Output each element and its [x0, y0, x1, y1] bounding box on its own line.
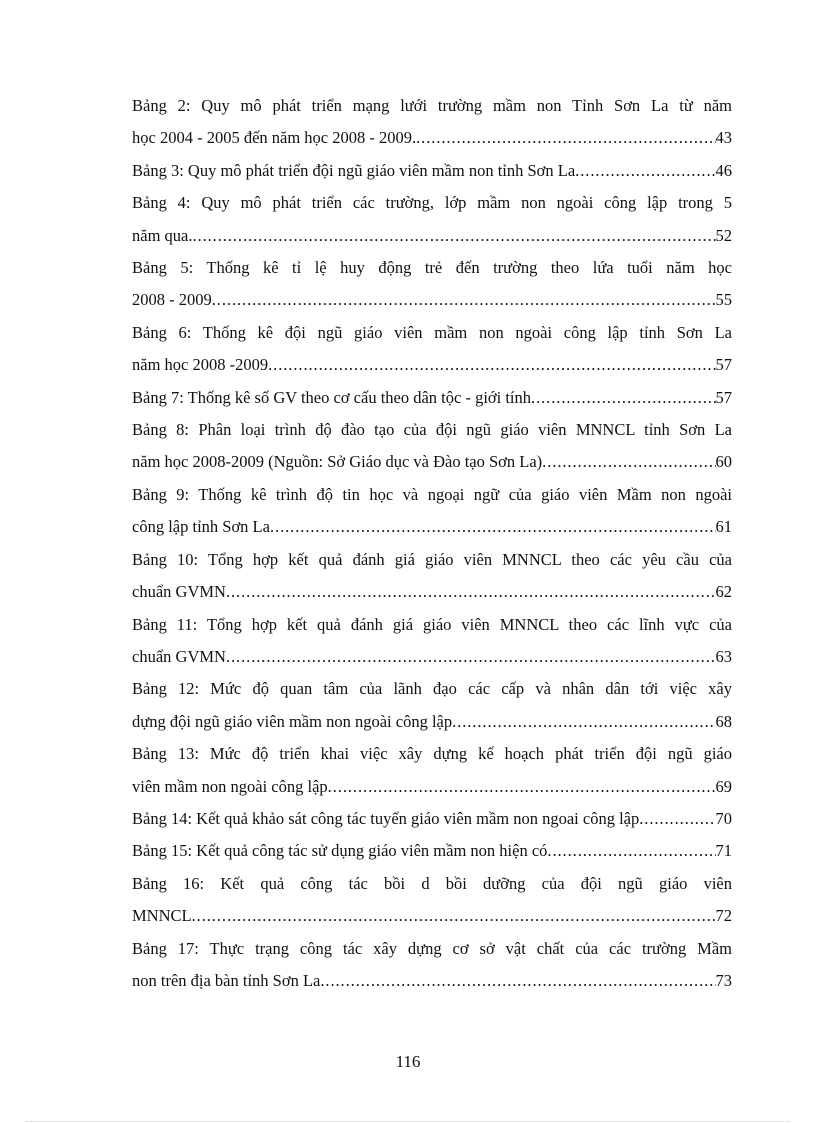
toc-entry[interactable] — [132, 90, 732, 155]
toc-entry[interactable] — [132, 382, 732, 414]
toc-entry-leader-line — [132, 284, 732, 316]
toc-entry-title: Bảng 2: Quy mô phát triển mạng lưới trường mầm non Tỉnh Sơn La từ năm — [132, 96, 732, 115]
toc-entry-leader-line — [132, 349, 732, 381]
toc-entry-title: Bảng 12: Mức độ quan tâm của lãnh đạo các cấp và nhân dân tới việc xây — [132, 679, 732, 699]
toc-entry-title: Bảng 4: Quy mô phát triển các trường, lớp mầm non ngoài công lập trong 5 — [132, 193, 732, 213]
toc-entry-title: học 2004 - 2005 đến năm học 2008 - 2009. — [132, 128, 417, 148]
toc-entry-page-number: 57 — [715, 355, 732, 375]
toc-entry-title-line — [132, 933, 732, 965]
toc-entry-title-line — [132, 544, 732, 576]
dot-leader — [416, 122, 715, 154]
toc-entry-title: năm học 2008-2009 (Nguồn: Sở Giáo dục và Đào tạo Sơn La) — [132, 452, 543, 472]
toc-entry-title: Bảng 15: Kết quả công tác sử dụng giáo viên mầm non hiện có — [132, 841, 548, 861]
dot-leader — [328, 771, 716, 803]
toc-entry[interactable] — [132, 609, 732, 674]
toc-entry-title-line — [132, 738, 732, 770]
toc-entry-title: chuẩn GVMN — [132, 646, 226, 666]
toc-entry-title-line — [132, 187, 732, 219]
toc-entry-leader-line — [132, 576, 732, 608]
toc-entry-leader-line — [132, 446, 732, 478]
dot-leader — [542, 446, 715, 478]
toc-entry-title-line — [132, 609, 732, 641]
toc-entry-page-number: 43 — [715, 128, 732, 148]
toc-entry[interactable] — [132, 673, 732, 738]
dot-leader — [268, 349, 715, 381]
toc-entry-leader-line — [132, 122, 732, 154]
toc-entry-title-line — [132, 673, 732, 705]
toc-entry-title: Bảng 17: Thực trạng công tác xây dựng cơ sở vật chất của các trường Mầm — [132, 938, 732, 958]
toc-entry-page-number: 70 — [715, 808, 732, 828]
toc-entry-title: non trên địa bàn tỉnh Sơn La — [132, 970, 321, 990]
toc-entry-leader-line — [132, 511, 732, 543]
dot-leader — [226, 641, 716, 673]
toc-entry[interactable] — [132, 933, 732, 998]
dot-leader — [212, 284, 716, 316]
toc-entry-page-number: 69 — [715, 776, 732, 796]
toc-entry-leader-line — [132, 900, 732, 932]
dot-leader — [452, 706, 715, 738]
toc-entry-title: Bảng 8: Phân loại trình độ đào tạo của đội ngũ giáo viên MNNCL tỉnh Sơn La — [132, 420, 732, 440]
toc-entry[interactable] — [132, 835, 732, 867]
toc-entry-title: viên mầm non ngoài công lập — [132, 776, 328, 796]
toc-entry[interactable] — [132, 738, 732, 803]
toc-entry-leader-line — [132, 771, 732, 803]
toc-entry-title: Bảng 16: Kết quả công tác bồi d bồi dưỡng của đội ngũ giáo viên — [132, 873, 732, 893]
toc-entry-title-line — [132, 479, 732, 511]
toc-entry-page-number: 62 — [715, 582, 732, 602]
toc-entry[interactable] — [132, 479, 732, 544]
toc-entry[interactable] — [132, 155, 732, 187]
toc-entry[interactable] — [132, 317, 732, 382]
toc-entry-title-line — [132, 868, 732, 900]
toc-entry-title: năm qua. — [132, 225, 193, 245]
toc-entry-title: chuẩn GVMN — [132, 582, 226, 602]
toc-entry-title: Bảng 9: Thống kê trình độ tin học và ngoại ngữ của giáo viên Mầm non ngoài — [132, 484, 732, 504]
table-of-contents — [132, 90, 732, 997]
toc-entry-leader-line — [132, 641, 732, 673]
toc-entry-page-number: 68 — [715, 711, 732, 731]
toc-entry-page-number: 52 — [715, 225, 732, 245]
toc-entry[interactable] — [132, 803, 732, 835]
toc-entry-page-number: 72 — [715, 906, 732, 926]
toc-entry-page-number: 73 — [715, 970, 732, 990]
dot-leader — [547, 835, 715, 867]
toc-entry-title: Bảng 5: Thống kê tỉ lệ huy động trẻ đến trường theo lứa tuổi năm học — [132, 258, 732, 278]
page-footer-rule — [26, 1121, 790, 1122]
toc-entry-title-line — [132, 414, 732, 446]
toc-entry-title: Bảng 11: Tổng hợp kết quả đánh giá giáo viên MNNCL theo các lĩnh vực của — [132, 614, 732, 634]
toc-entry-title: dựng đội ngũ giáo viên mầm non ngoài công lập — [132, 711, 453, 731]
toc-entry-title-line — [132, 317, 732, 349]
toc-entry-leader-line — [132, 835, 732, 867]
toc-entry-leader-line — [132, 382, 732, 414]
toc-entry[interactable] — [132, 868, 732, 933]
dot-leader — [192, 900, 716, 932]
toc-entry-leader-line — [132, 965, 732, 997]
toc-entry-page-number: 55 — [715, 290, 732, 310]
toc-entry-title: Bảng 14: Kết quả khảo sát công tác tuyển giáo viên mầm non ngoai công lập — [132, 808, 640, 828]
toc-entry-page-number: 63 — [715, 646, 732, 666]
toc-entry-page-number: 61 — [715, 517, 732, 537]
dot-leader — [320, 965, 715, 997]
toc-entry-page-number: 57 — [715, 387, 732, 407]
toc-entry[interactable] — [132, 252, 732, 317]
toc-entry-title: Bảng 13: Mức độ triển khai việc xây dựng kế hoạch phát triển đội ngũ giáo — [132, 744, 732, 764]
toc-entry-leader-line — [132, 155, 732, 187]
dot-leader — [192, 220, 715, 252]
toc-entry-title: Bảng 7: Thống kê số GV theo cơ cấu theo dân tộc - giới tính — [132, 387, 532, 407]
toc-entry-leader-line — [132, 803, 732, 835]
toc-entry-page-number: 71 — [715, 841, 732, 861]
toc-entry[interactable] — [132, 414, 732, 479]
toc-entry-page-number: 46 — [715, 160, 732, 180]
toc-entry-page-number: 60 — [715, 452, 732, 472]
dot-leader — [226, 576, 716, 608]
toc-entry-title-line — [132, 252, 732, 284]
toc-entry-leader-line — [132, 706, 732, 738]
toc-entry-title: Bảng 10: Tổng hợp kết quả đánh giá giáo viên MNNCL theo các yêu cầu của — [132, 549, 732, 569]
toc-entry-leader-line — [132, 220, 732, 252]
toc-entry-title-line — [132, 90, 732, 122]
toc-entry-title: công lập tỉnh Sơn La — [132, 517, 270, 537]
dot-leader — [575, 155, 715, 187]
toc-entry-title: MNNCL — [132, 906, 192, 926]
toc-entry[interactable] — [132, 187, 732, 252]
dot-leader — [639, 803, 715, 835]
dot-leader — [270, 511, 716, 543]
toc-entry-title: Bảng 6: Thống kê đội ngũ giáo viên mầm non ngoài công lập tỉnh Sơn La — [132, 322, 732, 342]
toc-entry[interactable] — [132, 544, 732, 609]
page-number: 116 — [395, 1052, 421, 1071]
toc-entry-title: 2008 - 2009 — [132, 290, 212, 310]
toc-entry-title: năm học 2008 -2009 — [132, 355, 269, 375]
toc-entry-title: Bảng 3: Quy mô phát triển đội ngũ giáo viên mầm non tỉnh Sơn La — [132, 160, 576, 180]
dot-leader — [531, 382, 715, 414]
